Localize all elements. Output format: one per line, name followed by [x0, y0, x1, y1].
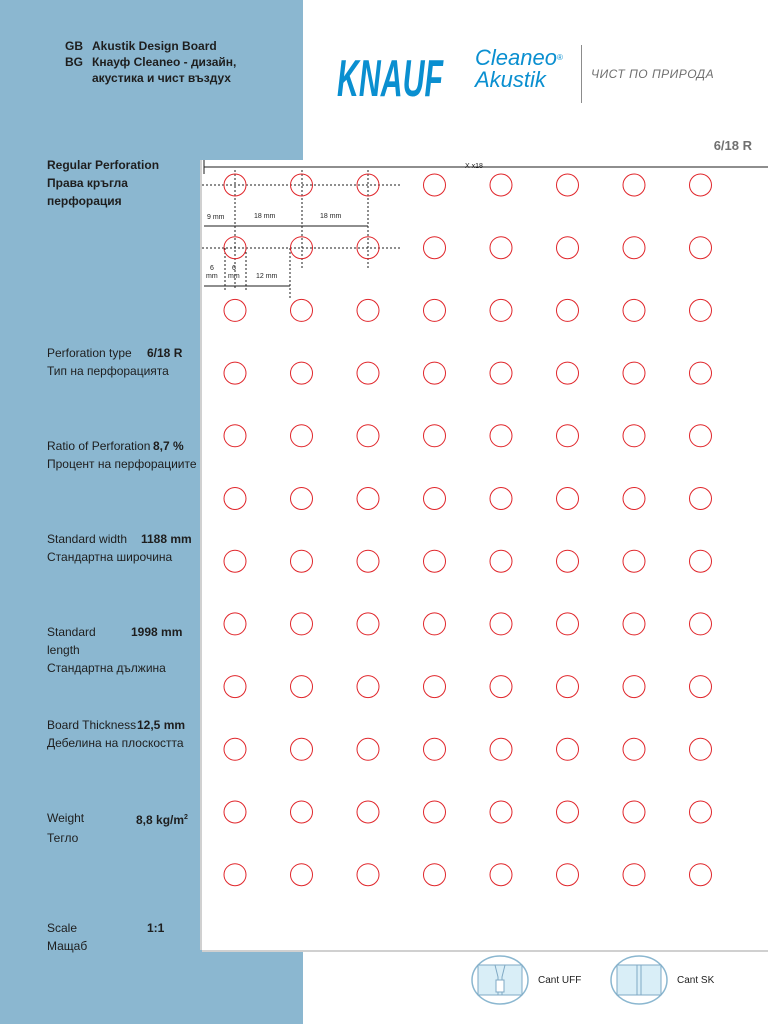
perforation-hole: [291, 801, 313, 823]
spec-label: Ratio of Perforation: [47, 439, 151, 453]
perforation-hole: [224, 613, 246, 635]
spec-label-bg: Тип на перфорацията: [47, 364, 169, 378]
perforation-hole: [424, 801, 446, 823]
spec-weight: [47, 809, 188, 847]
perforation-hole: [424, 488, 446, 510]
perforation-hole: [424, 174, 446, 196]
perforation-hole: [557, 174, 579, 196]
cant-sk: [610, 955, 730, 1005]
perforation-hole: [623, 613, 645, 635]
spec-label-bg: Мащаб: [47, 939, 88, 953]
perforation-hole: [357, 613, 379, 635]
perforation-hole: [424, 613, 446, 635]
perforation-title-en: Regular Perforation: [47, 158, 160, 172]
perforation-hole: [424, 237, 446, 259]
perforation-hole: [490, 864, 512, 886]
perforation-diagram: [202, 160, 768, 950]
perforation-hole: [490, 676, 512, 698]
perforation-hole: [291, 676, 313, 698]
document-title: [65, 38, 236, 86]
perforation-hole: [557, 550, 579, 572]
cant-uff: [471, 955, 591, 1005]
perforation-hole: [623, 174, 645, 196]
spec-label-bg: Дебелина на плоскостта: [47, 736, 184, 750]
spec-label: Board Thickness: [47, 718, 137, 732]
perforation-hole: [291, 362, 313, 384]
spec-value: 8,8 $kg/m^2$: [136, 813, 188, 827]
cant-sk-icon: [610, 955, 668, 1005]
perforation-hole: [557, 676, 579, 698]
spec-length: [47, 623, 182, 677]
perforation-hole: [490, 488, 512, 510]
perforation-hole: [557, 362, 579, 384]
perforation-hole: [557, 425, 579, 447]
perforation-hole: [557, 738, 579, 760]
lang-code-bg: BG: [65, 55, 83, 69]
perforation-hole: [357, 550, 379, 572]
cant-sk-label: Cant SK: [677, 975, 715, 986]
perforation-hole: [424, 425, 446, 447]
dim-12mm-label: 12 mm: [256, 273, 278, 280]
perforation-hole: [623, 362, 645, 384]
perforation-title-bg-2: перфорация: [47, 194, 122, 208]
perforation-hole: [291, 738, 313, 760]
perforation-hole: [557, 801, 579, 823]
spec-label-bg: Тегло: [47, 831, 79, 845]
perforation-hole: [690, 613, 712, 635]
spec-perforation-type: [47, 344, 182, 380]
perforation-hole: [690, 738, 712, 760]
perforation-hole: [224, 488, 246, 510]
perforation-hole: [357, 425, 379, 447]
perforation-hole: [690, 425, 712, 447]
spec-scale: [47, 919, 164, 955]
perforation-hole: [424, 738, 446, 760]
perforation-hole: [424, 676, 446, 698]
spec-label: Perforation type: [47, 346, 132, 360]
perforation-hole: [690, 299, 712, 321]
x-dimension-label: X x18: [465, 163, 483, 170]
perforation-hole: [557, 299, 579, 321]
perforation-hole: [690, 676, 712, 698]
perforation-hole: [490, 550, 512, 572]
perforation-hole: [291, 425, 313, 447]
perforation-code: 6/18 R: [713, 138, 752, 153]
perforation-hole: [623, 550, 645, 572]
spec-value: 1188 mm: [141, 532, 192, 546]
title-bg-1: Кнауф Cleaneo - дизайн,: [92, 55, 237, 69]
spec-width: [47, 530, 192, 566]
perforation-hole: [623, 801, 645, 823]
perforation-hole: [690, 550, 712, 572]
lang-code-gb: GB: [65, 39, 83, 53]
perforation-hole: [357, 362, 379, 384]
cant-uff-label: Cant UFF: [538, 975, 582, 986]
perforation-title-bg-1: Права кръгла: [47, 176, 128, 190]
perforation-hole: [291, 174, 313, 196]
perforation-hole: [224, 299, 246, 321]
cant-uff-icon: [471, 955, 529, 1005]
spec-value: 8,7 %: [153, 439, 184, 453]
perforation-hole: [690, 488, 712, 510]
perforation-hole: [690, 237, 712, 259]
perforation-hole: [224, 550, 246, 572]
guide-lines: [202, 170, 400, 300]
perforation-hole: [623, 237, 645, 259]
perforation-hole: [623, 299, 645, 321]
spec-label: Standard width: [47, 532, 128, 546]
dim-6mm-a-top: 6: [210, 265, 214, 272]
knauf-logo: [337, 40, 445, 108]
perforation-hole: [490, 174, 512, 196]
perforation-hole: [490, 801, 512, 823]
perforation-hole: [224, 676, 246, 698]
perforation-hole: [557, 613, 579, 635]
perforation-hole: [424, 550, 446, 572]
perforation-hole: [357, 864, 379, 886]
perforation-hole: [490, 237, 512, 259]
perforation-hole: [490, 425, 512, 447]
spec-thickness: [47, 716, 185, 752]
tagline: ЧИСТ ПО ПРИРОДА: [591, 67, 715, 81]
brand-divider: [581, 45, 582, 103]
spec-label-bg: Стандартна дължина: [47, 661, 166, 675]
perforation-hole: [690, 864, 712, 886]
perforation-hole: [291, 864, 313, 886]
perforation-hole: [557, 488, 579, 510]
perforation-hole: [424, 299, 446, 321]
perforation-hole: [357, 738, 379, 760]
spec-label: Scale: [47, 921, 78, 935]
perforation-hole: [623, 738, 645, 760]
registered-mark: ®: [556, 53, 563, 62]
perforation-hole: [690, 174, 712, 196]
dim-18mm-label-a: 18 mm: [254, 213, 276, 220]
perforation-hole: [224, 864, 246, 886]
perforation-hole: [291, 299, 313, 321]
perforation-hole: [357, 676, 379, 698]
brand-name: [475, 47, 563, 91]
knauf-logo-text: KNAUF: [337, 50, 444, 108]
perforation-hole: [623, 488, 645, 510]
perforation-hole: [224, 801, 246, 823]
perforation-holes: [224, 174, 712, 886]
dim-6mm-b-top: 6: [232, 265, 236, 272]
perforation-hole: [490, 299, 512, 321]
perforation-hole: [424, 864, 446, 886]
perforation-hole: [424, 362, 446, 384]
spec-value: 1998 mm: [131, 625, 183, 639]
spec-value: 1:1: [147, 921, 165, 935]
spec-value: 12,5 mm: [137, 718, 186, 732]
perforation-hole: [490, 613, 512, 635]
spec-label: Standard length: [47, 625, 96, 657]
perforation-hole: [291, 613, 313, 635]
dim-6mm-b-bottom: mm: [228, 273, 240, 280]
perforation-hole: [291, 488, 313, 510]
perforation-hole: [224, 738, 246, 760]
dim-18mm-label-b: 18 mm: [320, 213, 342, 220]
perforation-hole: [623, 864, 645, 886]
dim-9mm-label: 9 mm: [207, 214, 225, 221]
perforation-hole: [357, 299, 379, 321]
perforation-hole: [490, 738, 512, 760]
spec-ratio: [47, 437, 197, 473]
spec-label-bg: Стандартна широчина: [47, 550, 173, 564]
brand-line1: Cleaneo: [475, 45, 557, 70]
perforation-title: [47, 156, 159, 210]
spec-value: 6/18 R: [147, 346, 183, 360]
perforation-hole: [623, 425, 645, 447]
perforation-hole: [690, 362, 712, 384]
dim-6mm-a-bottom: mm: [206, 273, 218, 280]
perforation-hole: [557, 237, 579, 259]
perforation-hole: [490, 362, 512, 384]
perforation-hole: [224, 362, 246, 384]
perforation-hole: [623, 676, 645, 698]
brand-line2: Akustik: [475, 67, 546, 92]
perforation-hole: [357, 801, 379, 823]
title-bg-2: акустика и чист въздух: [92, 71, 231, 85]
title-en: Akustik Design Board: [92, 39, 217, 53]
perforation-hole: [291, 550, 313, 572]
perforation-hole: [224, 425, 246, 447]
perforation-hole: [690, 801, 712, 823]
perforation-hole: [357, 488, 379, 510]
spec-label-bg: Процент на перфорациите: [47, 457, 197, 471]
perforation-sheet: [202, 160, 768, 950]
spec-label: Weight: [47, 811, 85, 825]
perforation-hole: [557, 864, 579, 886]
